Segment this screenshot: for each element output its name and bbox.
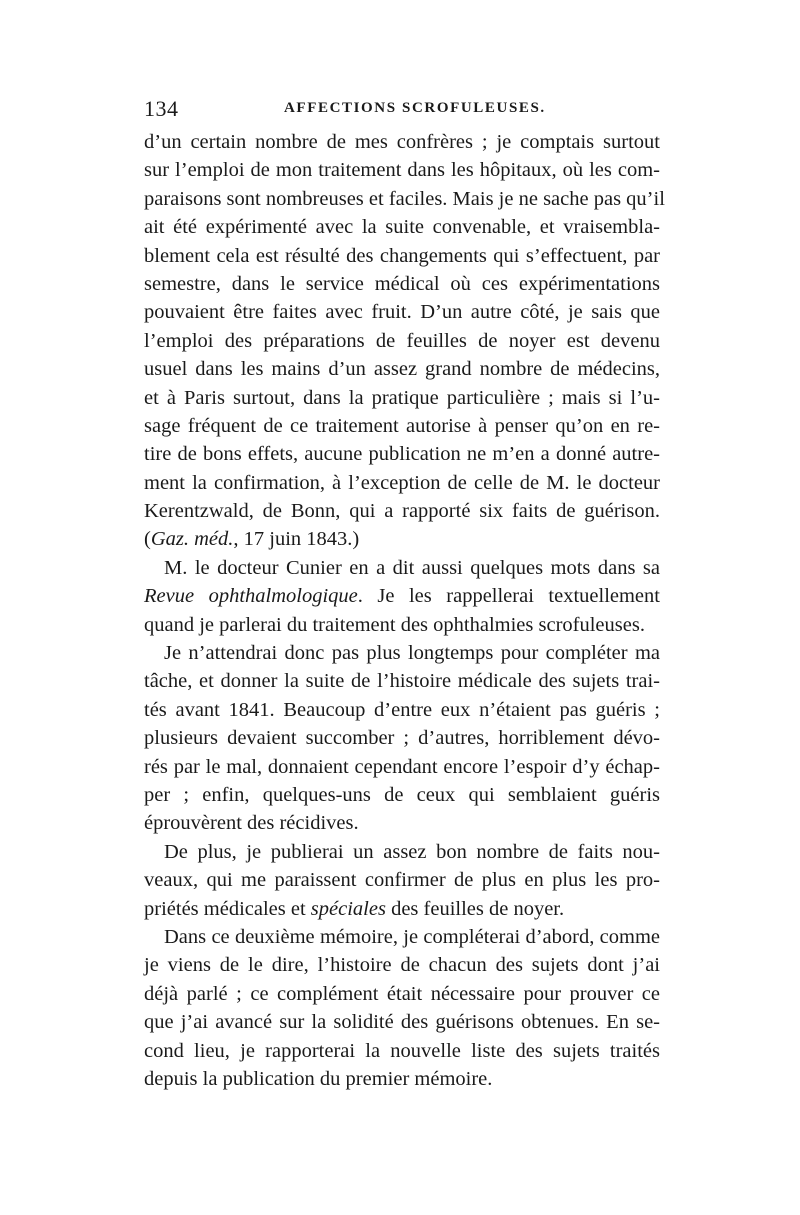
text-line: cond lieu, je rapporterai la nouvelle liste des sujets traités [144, 1039, 660, 1062]
text-line: sur l’emploi de mon traitement dans les hôpitaux, où les com- [144, 159, 660, 182]
text-line: Revue ophthalmologique. Je les rappellerai textuellement [144, 585, 660, 608]
text-line: per ; enfin, quelques-uns de ceux qui semblaient guéris [144, 783, 660, 806]
text-line: ait été expérimenté avec la suite convenable, et vraisembla- [144, 216, 660, 239]
text-line: et à Paris surtout, dans la pratique particulière ; mais si l’u- [144, 386, 660, 409]
text-line: rés par le mal, donnaient cependant encore l’espoir d’y échap- [144, 755, 660, 778]
text-line: Kerentzwald, de Bonn, qui a rapporté six faits de guérison. [144, 500, 660, 523]
text-line: d’un certain nombre de mes confrères ; je comptais surtout [144, 131, 660, 153]
italic-title: Gaz. méd. [150, 528, 234, 551]
text-line: tés avant 1841. Beaucoup d’entre eux n’étaient pas guéris ; [144, 698, 660, 721]
text-line: Dans ce deuxième mémoire, je compléterai d’abord, comme [164, 925, 660, 948]
text-line: que j’ai avancé sur la solidité des guérisons obtenues. En se- [144, 1011, 660, 1034]
text-line: éprouvèrent des récidives. [144, 812, 359, 835]
text-line: quand je parlerai du traitement des ophthalmies scrofuleuses. [144, 613, 645, 636]
text-line: l’emploi des préparations de feuilles de noyer est devenu [144, 329, 660, 352]
text-line: veaux, qui me paraissent confirmer de plus en plus les pro- [144, 869, 660, 892]
text-line: Je n’attendrai donc pas plus longtemps pour compléter ma [164, 642, 660, 665]
text-line: depuis la publication du premier mémoire. [144, 1067, 493, 1090]
italic-title: Revue ophthalmologique [144, 585, 358, 608]
text-line-citation: (Gaz. méd., 17 juin 1843.) [144, 528, 360, 551]
running-head: AFFECTIONS SCROFULEUSES. [284, 100, 546, 116]
text-line: pouvaient être faites avec fruit. D’un autre côté, je sais que [144, 301, 660, 324]
text-line: ment la confirmation, à l’exception de celle de M. le docteur [144, 471, 660, 494]
text-line: M. le docteur Cunier en a dit aussi quelques mots dans sa [164, 556, 660, 579]
italic-title: spéciales [310, 897, 386, 920]
body-text [144, 128, 665, 1093]
text-line: De plus, je publierai un assez bon nombre de faits nou- [164, 840, 660, 863]
text-line: tire de bons effets, aucune publication ne m’en a donné autre- [144, 443, 660, 466]
text-line: priétés médicales et spéciales des feuilles de noyer. [144, 897, 565, 920]
text-line: blement cela est résulté des changements qui s’effectuent, par [144, 244, 660, 267]
text-line: usuel dans les mains d’un assez grand nombre de médecins, [144, 358, 660, 381]
text-line: déjà parlé ; ce complément était nécessaire pour prouver ce [144, 982, 660, 1005]
page-header [144, 96, 660, 122]
text-line: plusieurs devaient succomber ; d’autres, horriblement dévo- [144, 727, 660, 750]
text-line: paraisons sont nombreuses et faciles. Mais je ne sache pas qu’il [144, 187, 665, 210]
text-line: tâche, et donner la suite de l’histoire médicale des sujets trai- [144, 670, 660, 693]
text-line: sage fréquent de ce traitement autorise à penser qu’on en re- [144, 414, 660, 437]
text-line: semestre, dans le service médical où ces expérimentations [144, 272, 660, 295]
text-line: je viens de le dire, l’histoire de chacun des sujets dont j’ai [144, 954, 660, 977]
page-number: 134 [144, 96, 179, 121]
